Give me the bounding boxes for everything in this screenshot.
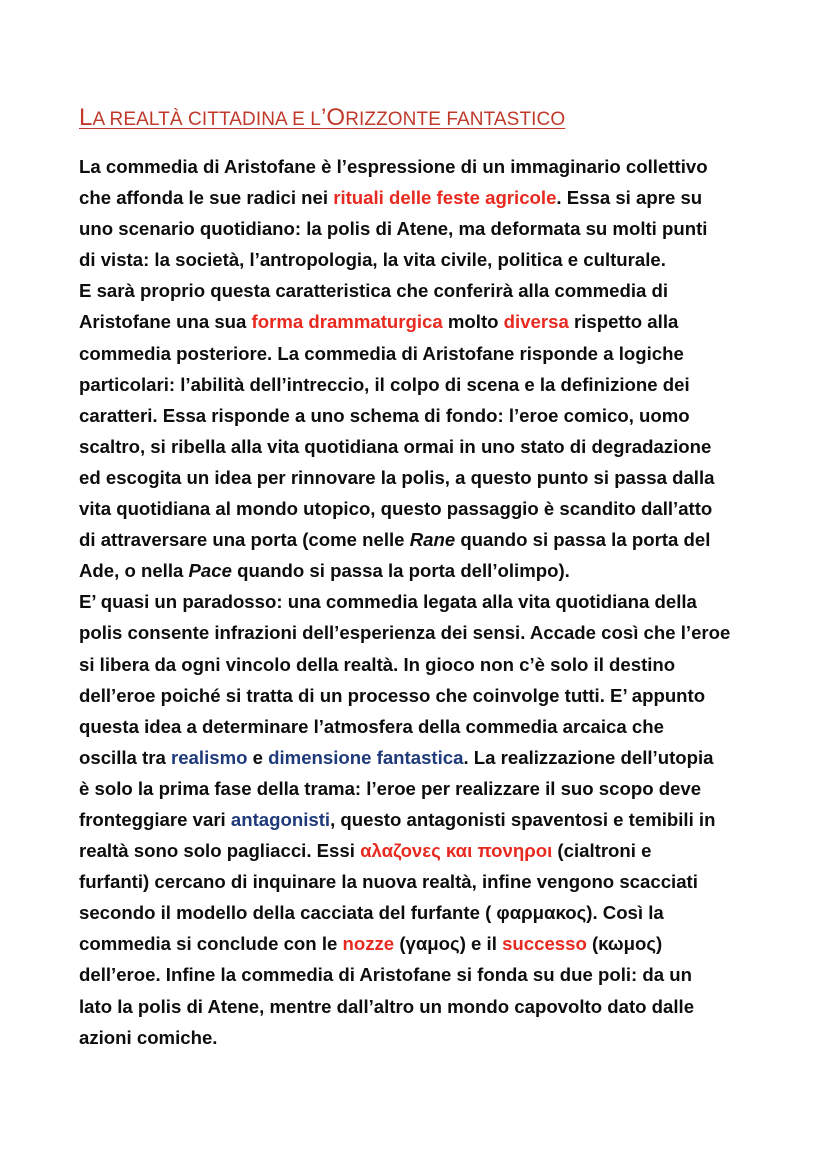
text-line — [79, 555, 769, 586]
text-segment: e — [247, 746, 269, 768]
text-segment: scaltro, si ribella alla vita quotidiana ormai in uno stato di degradazione — [79, 435, 712, 457]
text-segment: secondo il modello della cacciata del furfante ( φαρμακος). Così la — [79, 902, 664, 924]
highlighted-term: rituali delle feste agricole — [333, 187, 557, 209]
page-title — [79, 104, 565, 132]
text-segment: particolari: l’abilità dell’intreccio, il colpo di scena e la definizione dei — [79, 373, 690, 395]
title-part-2: RIZZONTE FANTASTICO — [345, 109, 566, 130]
text-segment: fronteggiare vari — [79, 808, 231, 830]
text-line — [79, 151, 769, 182]
title-part-1: A REALTÀ CITTADINA E L — [92, 109, 321, 130]
text-segment: che affonda le sue radici nei — [79, 187, 334, 209]
highlighted-term: realismo — [170, 746, 248, 768]
text-segment: , questo antagonisti spaventosi e temibili in — [330, 808, 716, 830]
text-segment: di attraversare una porta (come nelle — [79, 529, 410, 551]
text-segment: . Essa si apre su — [556, 187, 703, 209]
text-line — [79, 1022, 769, 1053]
text-segment: (κωμος) — [586, 933, 663, 955]
text-segment: (cialtroni e — [552, 840, 652, 862]
italic-title: Rane — [409, 529, 456, 551]
text-line — [79, 866, 769, 897]
text-segment: furfanti) cercano di inquinare la nuova realtà, infine vengono scacciati — [79, 871, 698, 893]
text-line — [79, 742, 769, 773]
text-line — [79, 617, 769, 648]
text-line — [79, 369, 769, 400]
text-segment: vita quotidiana al mondo utopico, questo passaggio è scandito dall’atto — [79, 498, 713, 520]
text-segment: caratteri. Essa risponde a uno schema di fondo: l’eroe comico, uomo — [79, 404, 690, 426]
text-line — [79, 182, 769, 213]
text-line — [79, 524, 769, 555]
text-line — [79, 400, 769, 431]
text-segment: questa idea a determinare l’atmosfera della commedia arcaica che — [79, 715, 664, 737]
text-segment: Aristofane una sua — [79, 311, 252, 333]
text-segment: E sarà proprio questa caratteristica che conferirà alla commedia di — [79, 280, 669, 302]
title-part-2-cap: O — [326, 104, 346, 131]
highlighted-term: forma drammaturgica — [251, 311, 443, 333]
text-line — [79, 244, 769, 275]
italic-title: Pace — [188, 560, 232, 582]
text-line — [79, 586, 769, 617]
text-segment: è solo la prima fase della trama: l’eroe per realizzare il suo scopo deve — [79, 777, 702, 799]
highlighted-term: diversa — [503, 311, 569, 333]
highlighted-term: αλαζονες και πονηροι — [360, 840, 553, 862]
text-line — [79, 928, 769, 959]
text-segment: azioni comiche. — [79, 1026, 218, 1048]
text-line — [79, 711, 769, 742]
text-line — [79, 213, 769, 244]
text-segment: uno scenario quotidiano: la polis di Atene, ma deformata su molti punti — [79, 218, 708, 240]
body-text — [79, 151, 769, 1053]
text-segment: molto — [442, 311, 504, 333]
text-segment: (γαμος) e il — [394, 933, 503, 955]
text-line — [79, 897, 769, 928]
text-segment: di vista: la società, l’antropologia, la vita civile, politica e culturale. — [79, 249, 666, 271]
text-segment: ed escogita un idea per rinnovare la polis, a questo punto si passa dalla — [79, 466, 715, 488]
text-line — [79, 835, 769, 866]
text-segment: E’ quasi un paradosso: una commedia legata alla vita quotidiana della — [79, 591, 697, 613]
text-segment: Ade, o nella — [79, 560, 189, 582]
title-apostrophe: ’ — [320, 104, 327, 131]
text-line — [79, 306, 769, 337]
text-line — [79, 959, 769, 990]
text-segment: La commedia di Aristofane è l’espressione di un immaginario collettivo — [79, 156, 708, 177]
text-segment: . La realizzazione dell’utopia — [463, 746, 714, 768]
text-line — [79, 649, 769, 680]
highlighted-term: dimensione fantastica — [268, 746, 464, 768]
text-segment: quando si passa la porta del — [455, 529, 711, 551]
text-line — [79, 773, 769, 804]
text-segment: polis consente infrazioni dell’esperienza dei sensi. Accade così che l’eroe — [79, 622, 731, 644]
text-line — [79, 991, 769, 1022]
text-segment: dell’eroe poiché si tratta di un processo che coinvolge tutti. E’ appunto — [79, 684, 706, 706]
text-segment: commedia posteriore. La commedia di Aristofane risponde a logiche — [79, 342, 684, 364]
highlighted-term: nozze — [342, 933, 395, 955]
text-line — [79, 462, 769, 493]
text-segment: realtà sono solo pagliacci. Essi — [79, 840, 361, 862]
title-first-cap: L — [79, 104, 93, 131]
text-segment: rispetto alla — [568, 311, 679, 333]
text-segment: si libera da ogni vincolo della realtà. In gioco non c’è solo il destino — [79, 653, 676, 675]
text-segment: dell’eroe. Infine la commedia di Aristofane si fonda su due poli: da un — [79, 964, 692, 986]
text-line — [79, 804, 769, 835]
highlighted-term: antagonisti — [230, 808, 331, 830]
text-line — [79, 338, 769, 369]
text-segment: commedia si conclude con le — [79, 933, 343, 955]
text-segment: oscilla tra — [79, 746, 171, 768]
text-segment: quando si passa la porta dell’olimpo). — [231, 560, 570, 582]
text-segment: lato la polis di Atene, mentre dall’altro un mondo capovolto dato dalle — [79, 995, 695, 1017]
highlighted-term: successo — [502, 933, 587, 955]
text-line — [79, 493, 769, 524]
text-line — [79, 275, 769, 306]
text-line — [79, 431, 769, 462]
text-line — [79, 680, 769, 711]
